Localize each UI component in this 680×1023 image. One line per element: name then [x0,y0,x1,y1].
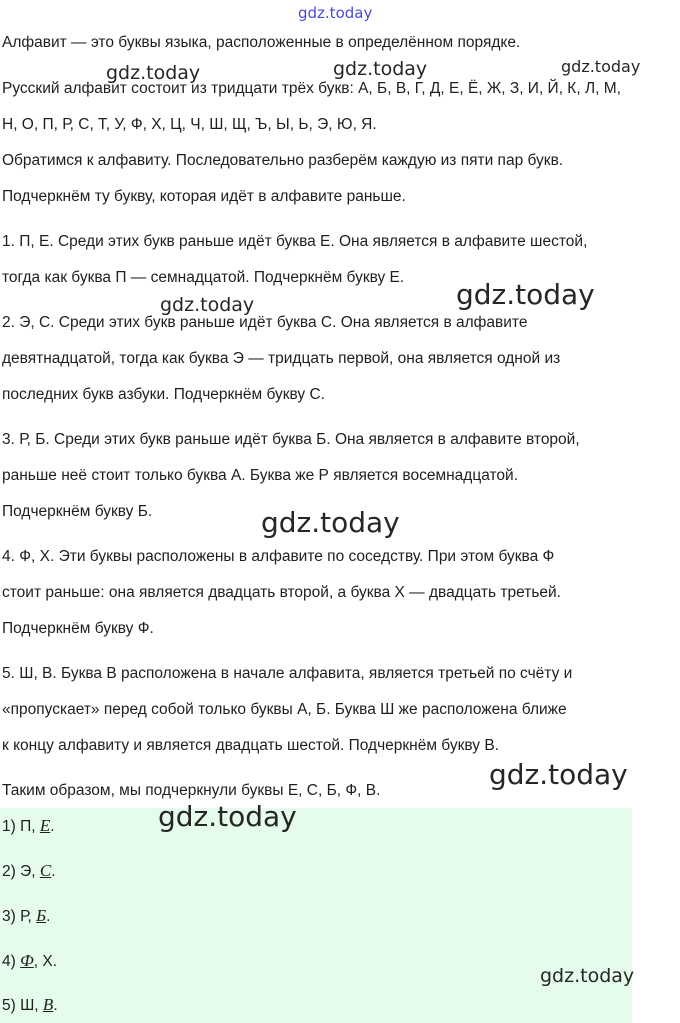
answer-item [2,995,58,1016]
watermark: gdz.today [561,57,641,76]
text-line: к концу алфавиту и является двадцать шестой. Подчеркнём букву В. [2,737,499,754]
watermark: gdz.today [106,62,201,84]
text-line: 2. Э, С. Среди этих букв раньше идёт буква С. Она является в алфавите [2,314,528,331]
answer-prefix: 5) Ш, [2,997,43,1014]
text-line: Русский алфавит состоит из тридцати трёх букв: А, Б, В, Г, Д, Е, Ё, Ж, З, И, Й, К, Л, М, [2,80,621,97]
answer-prefix: 2) Э, [2,863,40,880]
answer-item [2,861,56,882]
text-line: Таким образом, мы подчеркнули буквы Е, С, Б, Ф, В. [2,782,381,799]
watermark: gdz.today [261,506,400,539]
text-line: Обратимся к алфавиту. Последовательно разберём каждую из пяти пар букв. [2,152,564,169]
text-line: 5. Ш, В. Буква В расположена в начале алфавита, является третьей по счёту и [2,665,573,682]
text-line: девятнадцатой, тогда как буква Э — тридцать первой, она является одной из [2,350,561,367]
answer-prefix: 1) П, [2,818,40,835]
watermark: gdz.today [456,278,595,311]
underlined-letter: Е [39,816,51,835]
text-line: 1. П, Е. Среди этих букв раньше идёт буква Е. Она является в алфавите шестой, [2,233,588,250]
text-line: Подчеркнём букву Ф. [2,620,154,637]
answer-prefix: 4) [2,953,21,970]
answer-suffix: . [50,818,55,835]
answer-suffix: , Х. [33,953,58,970]
watermark: gdz.today [158,800,297,833]
text-line: Подчеркнём букву Б. [2,503,153,520]
text-line: 4. Ф, Х. Эти буквы расположены в алфавите по соседству. При этом буква Ф [2,548,555,565]
answer-block [0,800,635,1023]
text-line: раньше неё стоит только буква А. Буква же Р является восемнадцатой. [2,467,518,484]
watermark: gdz.today [540,965,635,987]
underlined-letter: В [42,995,54,1014]
answer-prefix: 3) Р, [2,908,37,925]
text-line: стоит раньше: она является двадцать второй, а буква Х — двадцать третьей. [2,584,561,601]
text-line: последних букв азбуки. Подчеркнём букву С. [2,386,325,403]
underlined-letter: Ф [20,951,34,970]
answer-suffix: . [53,997,58,1014]
text-line: 3. Р, Б. Среди этих букв раньше идёт буква Б. Она является в алфавите второй, [2,431,580,448]
watermark: gdz.today [489,758,628,791]
text-line: Н, О, П, Р, С, Т, У, Ф, Х, Ц, Ч, Ш, Щ, Ъ, Ы, Ь, Э, Ю, Я. [2,116,377,133]
answer-suffix: . [46,908,51,925]
underlined-letter: С [39,861,52,880]
answer-item [2,906,50,927]
text-line: Подчеркнём ту букву, которая идёт в алфавите раньше. [2,188,406,205]
answer-item [2,816,55,837]
answer-item [2,951,57,972]
answer-suffix: . [51,863,56,880]
text-line: Алфавит — это буквы языка, расположенные в определённом порядке. [2,34,521,51]
underlined-letter: Б [36,906,47,925]
watermark: gdz.today [333,58,428,80]
watermark: gdz.today [160,294,255,316]
text-line: «пропускает» перед собой только буквы А, Б. Буква Ш же расположена ближе [2,701,567,718]
text-line: тогда как буква П — семнадцатой. Подчеркнём букву Е. [2,269,405,286]
watermark-top: gdz.today [298,4,373,22]
